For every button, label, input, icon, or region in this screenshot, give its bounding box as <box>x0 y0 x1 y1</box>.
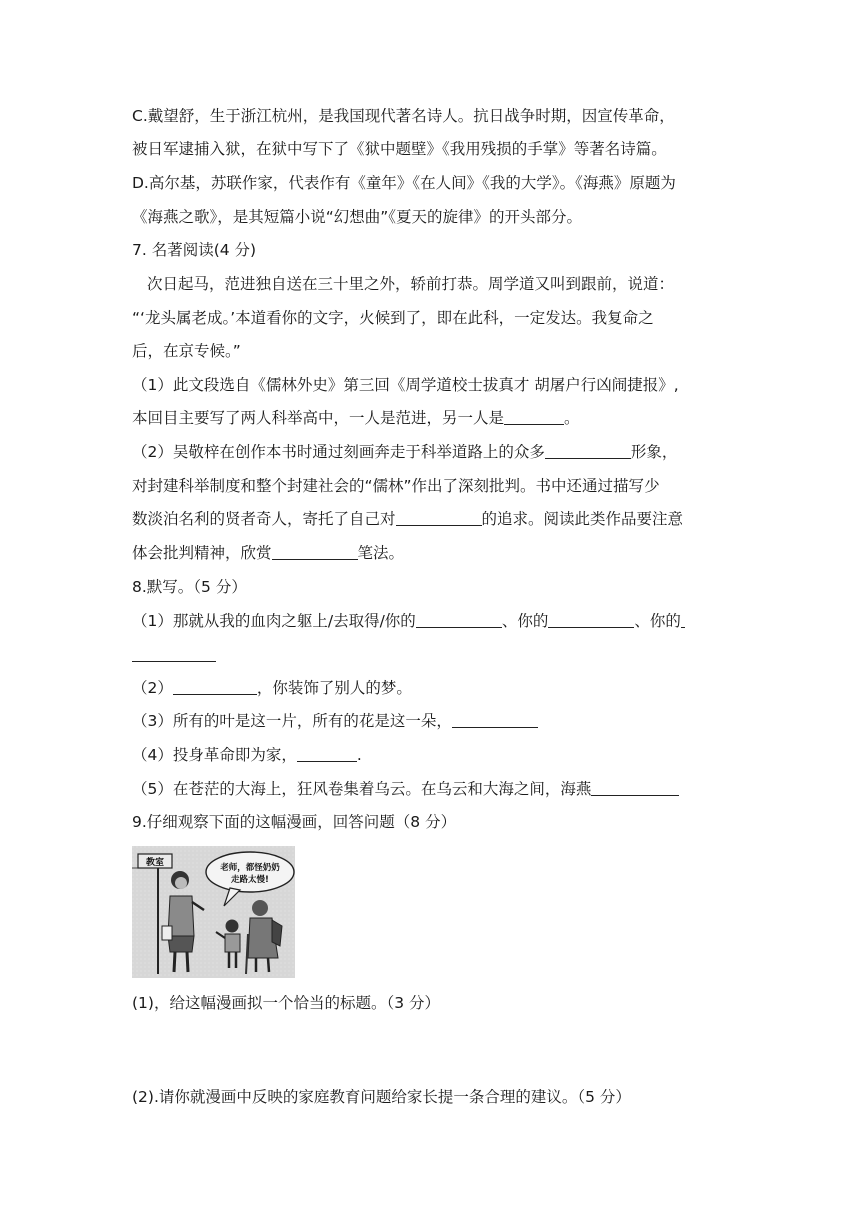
q9-sub1: (1)，给这幅漫画拟一个恰当的标题。（3 分） <box>132 994 440 1012</box>
q7-sub2-text-e: 体会批判精神，欣赏 <box>132 544 272 562</box>
q8-heading: 8.默写。（5 分） <box>132 578 247 596</box>
q7-sub2-text-d: 的追求。阅读此类作品要注意 <box>481 510 684 528</box>
q7-sub2-text-f: 笔法。 <box>357 544 405 562</box>
q8-item3-blank[interactable] <box>452 711 538 728</box>
q8-item4-blank[interactable] <box>297 745 357 762</box>
q7-sub1-period: 。 <box>564 409 580 427</box>
q8-item-5 <box>132 779 679 799</box>
q8-item4-text: （4）投身革命即为家， <box>132 746 297 764</box>
speech-bubble-line-1: 老师，都怪奶奶 <box>220 863 280 873</box>
q8-item3-text: （3）所有的叶是这一片，所有的花是这一朵， <box>132 712 452 730</box>
q8-item-4 <box>132 745 362 765</box>
option-c-line-1: C.戴望舒，生于浙江杭州，是我国现代著名诗人。抗日战争时期，因宣传革命， <box>132 107 675 125</box>
q8-item1-blank-1[interactable] <box>416 611 502 628</box>
q7-sub1-text: 本回目主要写了两人科举高中，一人是范进，另一人是 <box>132 409 505 427</box>
q7-sub2-text-a: （2）吴敬梓在创作本书时通过刻画奔走于科举道路上的众多 <box>132 443 545 461</box>
option-d-line-2: 《海燕之歌》，是其短篇小说“幻想曲”《夏天的旋律》的开头部分。 <box>132 208 583 226</box>
q8-item2-prefix: （2） <box>132 679 173 697</box>
q8-item1-blank-3-start[interactable] <box>681 611 685 628</box>
q7-sub2-answer-blank-1[interactable] <box>545 442 631 459</box>
q8-item5-blank[interactable] <box>591 779 679 796</box>
cartoon-image <box>132 846 295 978</box>
q7-passage-line-3: 后，在京专候。” <box>132 342 241 360</box>
q8-item-1 <box>132 611 685 631</box>
q8-item1-blank-2[interactable] <box>548 611 634 628</box>
q8-item1-text-b: 、你的 <box>501 612 549 630</box>
q7-sub2-line-4 <box>132 543 404 563</box>
q7-sub2-text-b: 形象， <box>630 443 678 461</box>
q8-item1-text-c: 、你的 <box>634 612 681 630</box>
q9-heading: 9.仔细观察下面的这幅漫画，回答问题（8 分） <box>132 813 457 831</box>
q7-sub2-line-2: 对封建科举制度和整个封建社会的“儒林”作出了深刻批判。书中还通过描写少 <box>132 477 660 495</box>
q7-passage-line-1: 次日起马，范进独自送在三十里之外，轿前打恭。周学道又叫到跟前，说道： <box>147 275 675 293</box>
speech-bubble-line-2: 走路太慢! <box>231 875 269 885</box>
q7-sub2-line-3 <box>132 509 683 529</box>
q8-item-2 <box>132 678 412 698</box>
q8-item1-blank-3[interactable] <box>132 661 216 662</box>
q8-item2-blank[interactable] <box>173 678 257 695</box>
q8-item4-period: . <box>356 746 362 764</box>
q8-item1-text-a: （1）那就从我的血肉之躯上/去取得/你的 <box>132 612 416 630</box>
q7-sub2-text-c: 数淡泊名利的贤者奇人，寄托了自己对 <box>132 510 396 528</box>
option-c-line-2: 被日军逮捕入狱，在狱中写下了《狱中题壁》《我用残损的手掌》等著名诗篇。 <box>132 140 667 158</box>
q7-sub1-line-2 <box>132 408 580 428</box>
q8-item5-text: （5）在苍茫的大海上，狂风卷集着乌云。在乌云和大海之间，海燕 <box>132 780 592 798</box>
q8-item2-text: ，你装饰了别人的梦。 <box>256 679 412 697</box>
q7-sub1-answer-blank[interactable] <box>504 408 564 425</box>
option-d-line-1: D.高尔基，苏联作家，代表作有《童年》《在人间》《我的大学》。《海燕》原题为 <box>132 174 676 192</box>
q7-sub2-answer-blank-3[interactable] <box>272 543 358 560</box>
q7-passage-line-2: “‘龙头属老成。’本道看你的文字，火候到了，即在此科，一定发达。我复命之 <box>132 309 654 327</box>
q8-item-3 <box>132 711 538 731</box>
q9-sub2: (2).请你就漫画中反映的家庭教育问题给家长提一条合理的建议。（5 分） <box>132 1088 631 1106</box>
q7-sub2-answer-blank-2[interactable] <box>396 509 482 526</box>
q7-sub1-line-1: （1）此文段选自《儒林外史》第三回《周学道校士拔真才 胡屠户行凶闹捷报》, <box>132 376 679 394</box>
q7-sub2-line-1 <box>132 442 677 462</box>
classroom-sign-text: 教室 <box>145 858 165 868</box>
q7-heading: 7. 名著阅读(4 分) <box>132 241 257 259</box>
